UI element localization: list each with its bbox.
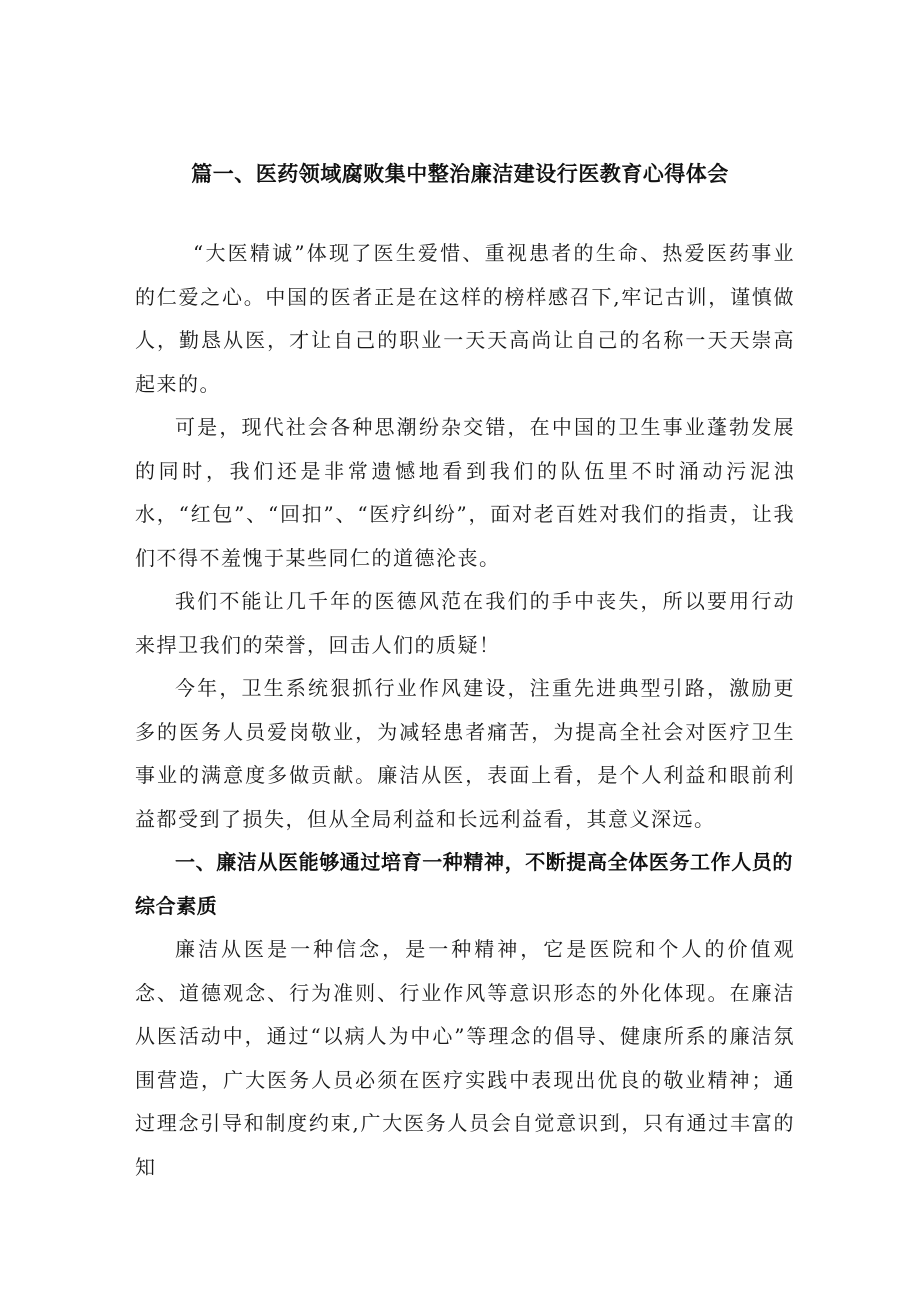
document-body	[135, 232, 795, 1189]
document-title: 篇一、医药领域腐败集中整治廉洁建设行医教育心得体会	[191, 162, 729, 186]
paragraph-4: 今年，卫生系统狠抓行业作风建设，注重先进典型引路，激励更多的医务人员爱岗敬业，为减轻患者痛苦，为提高全社会对医疗卫生事业的满意度多做贡献。廉洁从医，表面上看，是个人利益和眼前利益都受到了损失，但从全局利益和长远利益看，其意义深远。	[135, 676, 795, 831]
section-paragraph: 廉洁从医是一种信念，是一种精神，它是医院和个人的价值观念、道德观念、行为准则、行业作风等意识形态的外化体现。在廉洁从医活动中，通过“以病人为中心”等理念的倡导、健康所系的廉洁氛围营造，广大医务人员必须在医疗实践中表现出优良的敬业精神；通过理念引导和制度约束,广大医务人员会自觉意识到，只有通过丰富的知	[135, 937, 795, 1179]
paragraph-2: 可是，现代社会各种思潮纷杂交错，在中国的卫生事业蓬勃发展的同时，我们还是非常遗憾地看到我们的队伍里不时涌动污泥浊水，“红包”、“回扣”、“医疗纠纷”，面对老百姓对我们的指责，让我们不得不羞愧于某些同仁的道德沦丧。	[135, 415, 795, 570]
paragraph-1: “大医精诚”体现了医生爱惜、重视患者的生命、热爱医药事业的仁爱之心。中国的医者正是在这样的榜样感召下,牢记古训，谨慎做人，勤恳从医，才让自己的职业一天天高尚让自己的名称一天天崇高起来的。	[135, 241, 795, 396]
section-heading: 一、廉洁从医能够通过培育一种精神，不断提高全体医务工作人员的综合素质	[135, 850, 793, 918]
paragraph-3: 我们不能让几千年的医德风范在我们的手中丧失，所以要用行动来捍卫我们的荣誉，回击人们的质疑！	[135, 589, 795, 657]
